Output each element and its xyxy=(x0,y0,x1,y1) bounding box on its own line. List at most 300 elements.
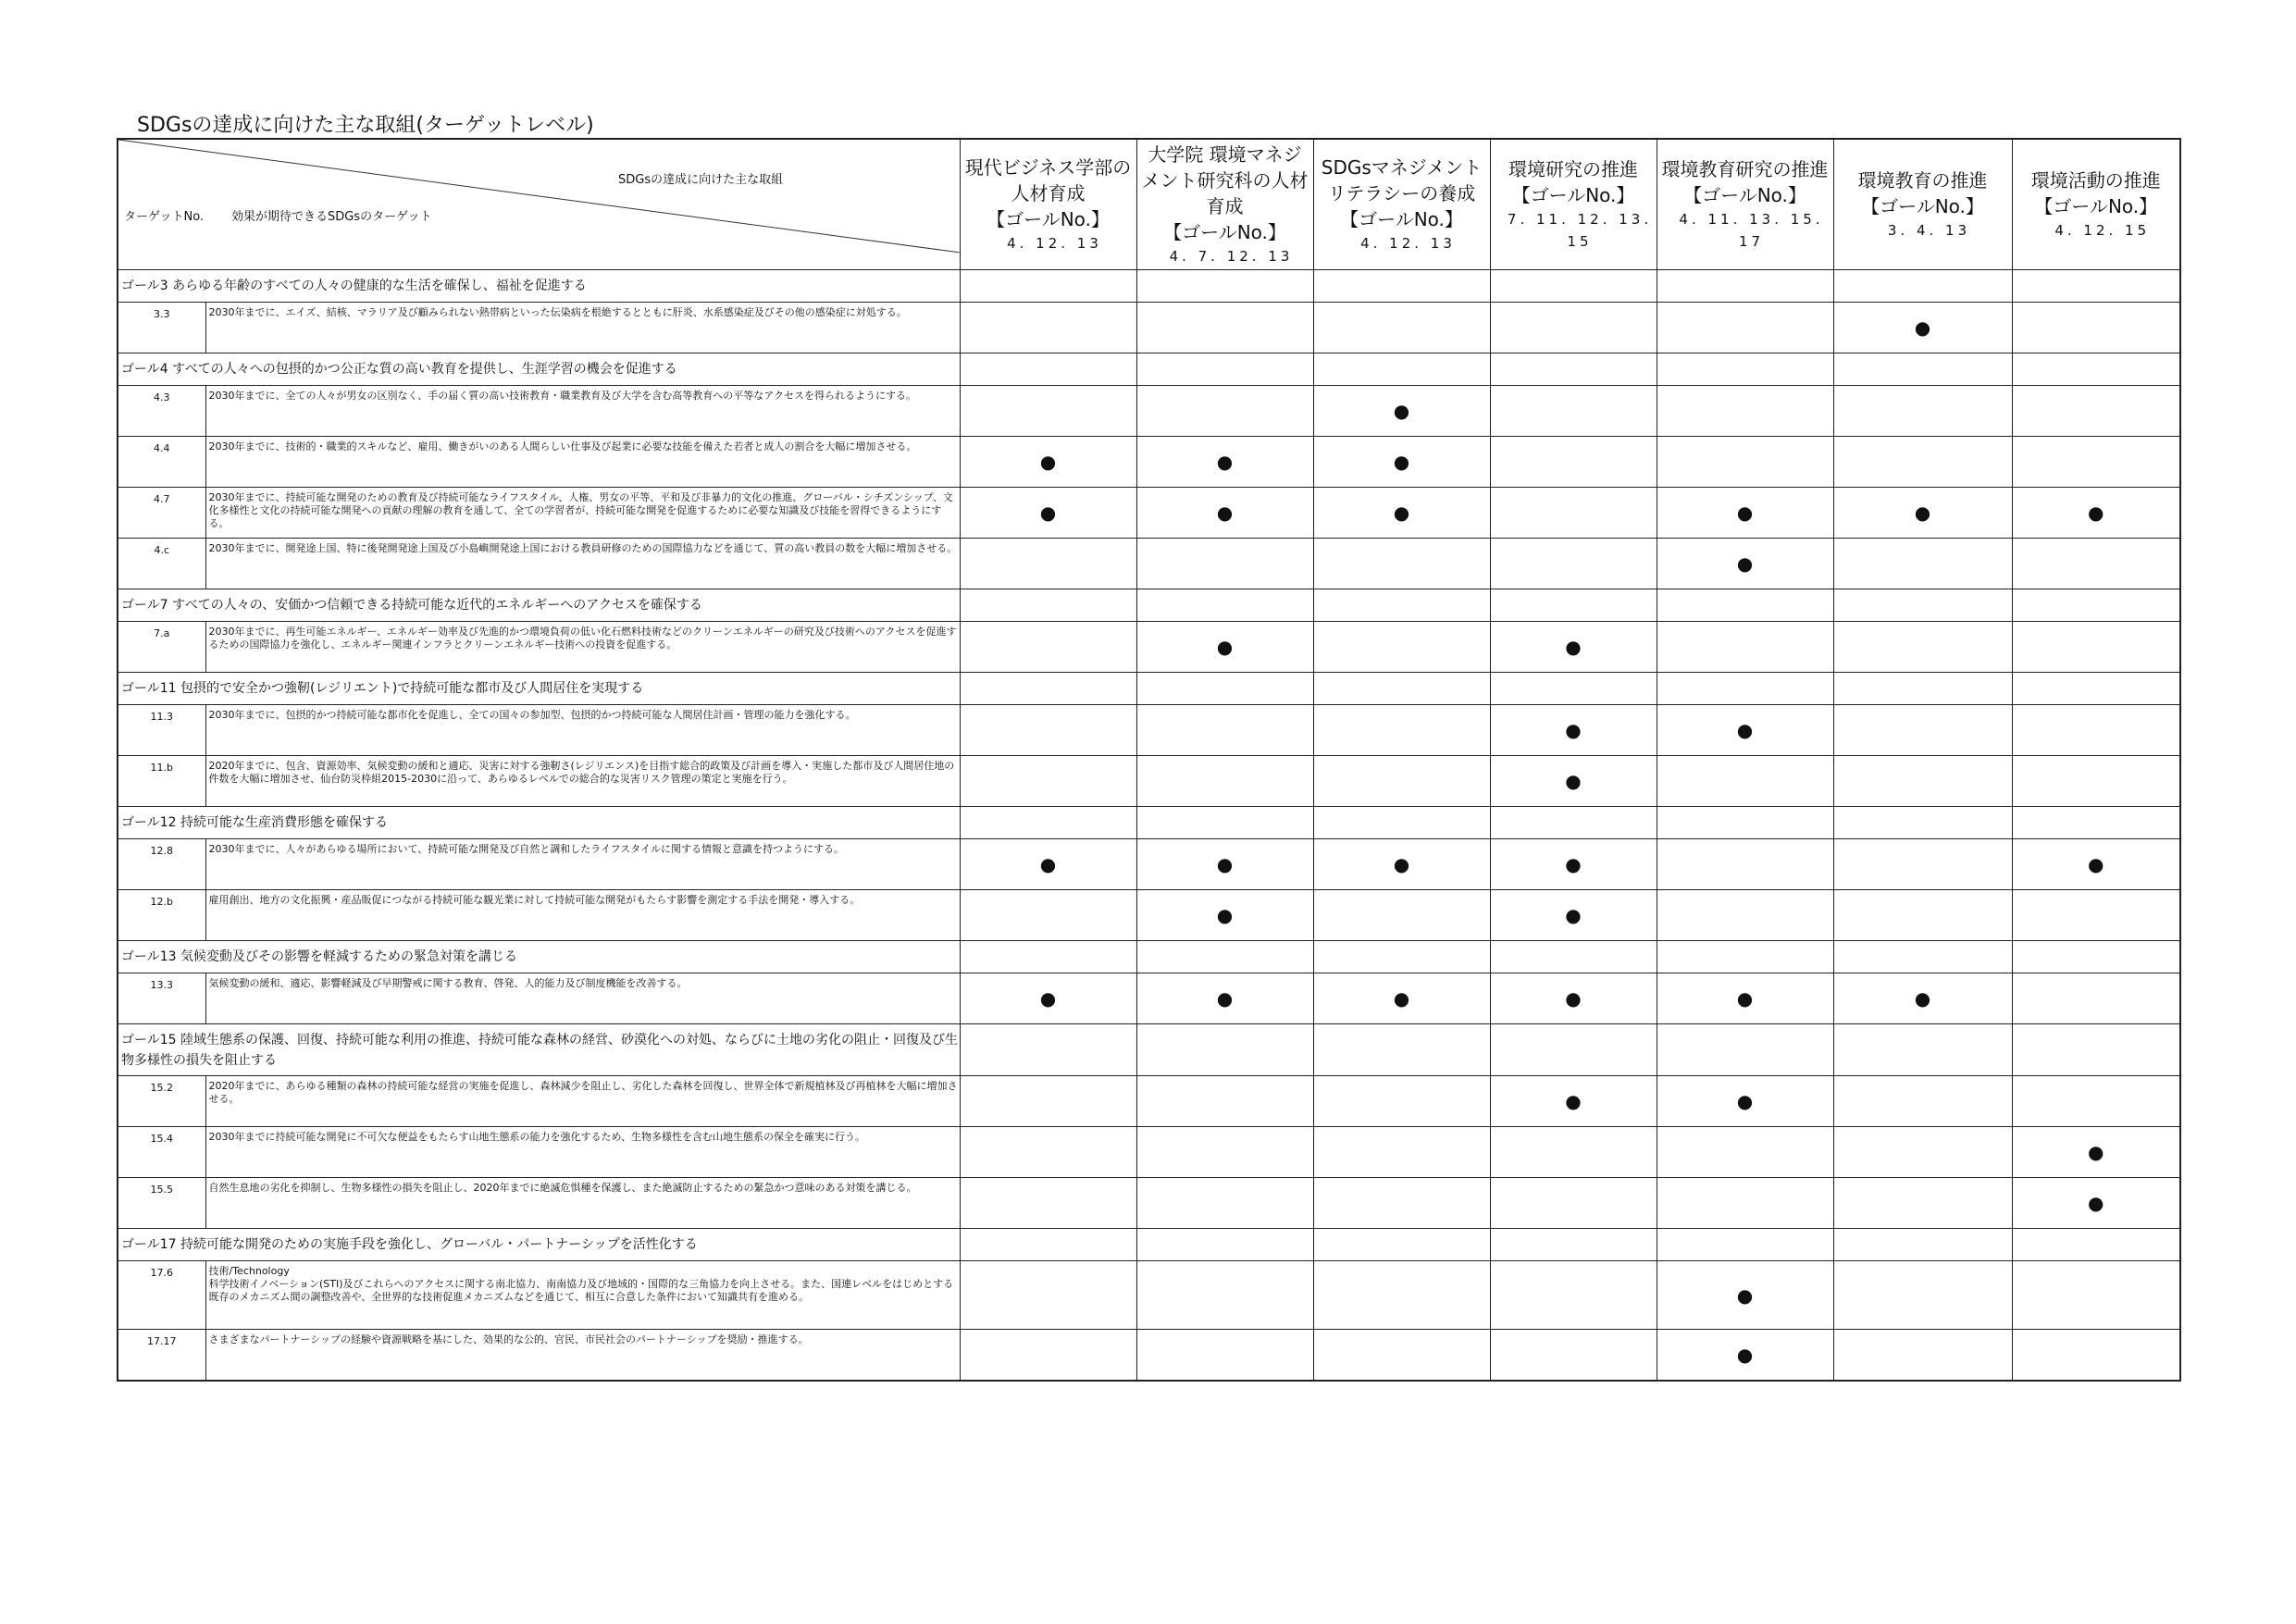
mark-cell-filled xyxy=(2012,1178,2180,1229)
goal-row-empty-cell xyxy=(1313,673,1490,705)
mark-cell-empty xyxy=(1833,1076,2012,1127)
mark-cell-filled xyxy=(1313,386,1490,437)
mark-cell-empty xyxy=(960,303,1136,353)
column-goal-label: 【ゴールNo.】 xyxy=(2034,195,2158,217)
bullet-mark-icon: ● xyxy=(1565,719,1582,741)
bullet-mark-icon: ● xyxy=(1216,904,1234,926)
mark-cell-empty xyxy=(1657,622,1833,673)
mark-cell-filled xyxy=(1136,890,1313,941)
mark-cell-empty xyxy=(1833,1127,2012,1178)
goal-row-empty-cell xyxy=(1313,270,1490,303)
target-number: 17.6 xyxy=(118,1261,205,1330)
bullet-mark-icon: ● xyxy=(1565,904,1582,926)
column-goal-numbers: 4. 7. 12. 13 xyxy=(1169,248,1294,265)
mark-cell-empty xyxy=(1657,303,1833,353)
goal-row-empty-cell xyxy=(1313,589,1490,622)
column-goal-numbers: 7. 11. 12. 13. 15 xyxy=(1507,211,1653,250)
mark-cell-empty xyxy=(1490,437,1657,488)
mark-cell-empty xyxy=(1313,539,1490,589)
mark-cell-empty xyxy=(1657,386,1833,437)
mark-cell-empty xyxy=(2012,973,2180,1024)
mark-cell-empty xyxy=(2012,539,2180,589)
goal-row-empty-cell xyxy=(1136,941,1313,973)
goal-row-empty-cell xyxy=(2012,1024,2180,1076)
mark-cell-filled xyxy=(1313,488,1490,539)
column-goal-numbers: 4. 12. 15 xyxy=(2054,222,2151,239)
mark-cell-empty xyxy=(1833,756,2012,807)
column-goal-label: 【ゴールNo.】 xyxy=(1861,195,1984,217)
mark-cell-empty xyxy=(1136,1076,1313,1127)
diagonal-line xyxy=(118,140,961,253)
mark-cell-empty xyxy=(1136,1178,1313,1229)
mark-cell-filled xyxy=(1313,437,1490,488)
target-description: 自然生息地の劣化を抑制し、生物多様性の損失を阻止し、2020年までに絶滅危惧種を保護し、また絶滅防止するための緊急かつ意味のある対策を講じる。 xyxy=(205,1178,960,1229)
mark-cell-empty xyxy=(1136,705,1313,756)
bullet-mark-icon: ● xyxy=(1393,451,1410,473)
column-goal-numbers: 3. 4. 13 xyxy=(1887,222,1971,239)
mark-cell-empty xyxy=(960,890,1136,941)
mark-cell-empty xyxy=(2012,1330,2180,1381)
goal-row-empty-cell xyxy=(1833,1024,2012,1076)
mark-cell-filled xyxy=(1657,539,1833,589)
mark-cell-empty xyxy=(960,1330,1136,1381)
bullet-mark-icon: ● xyxy=(2088,502,2104,524)
goal-title: ゴール15 陸域生態系の保護、回復、持続可能な利用の推進、持続可能な森林の経営、砂漠化への対処、ならびに土地の劣化の阻止・回復及び生物多様性の損失を阻止する xyxy=(118,1024,960,1076)
goal-row-empty-cell xyxy=(1313,807,1490,839)
bullet-mark-icon: ● xyxy=(1039,502,1057,524)
target-description: 2020年までに、包含、資源効率、気候変動の緩和と適応、災害に対する強靭さ(レジリエンス)を目指す総合的政策及び計画を導入・実施した都市及び人間居住地の件数を大幅に増加させ、仙台防災枠組2015-2030に沿って、あらゆるレベルでの総合的な災害リスク管理の策定と実施を行う。 xyxy=(205,756,960,807)
mark-cell-filled xyxy=(1490,756,1657,807)
mark-cell-filled xyxy=(2012,1127,2180,1178)
target-row xyxy=(118,303,2180,353)
target-row xyxy=(118,539,2180,589)
column-header xyxy=(1313,139,1490,270)
column-name: SDGsマネジメントリテラシーの養成 xyxy=(1321,156,1483,205)
goal-row xyxy=(118,589,2180,622)
mark-cell-empty xyxy=(960,386,1136,437)
goal-title: ゴール7 すべての人々の、安価かつ信頼できる持続可能な近代的エネルギーへのアクセスを確保する xyxy=(118,589,960,622)
bullet-mark-icon: ● xyxy=(1216,987,1234,1010)
mark-cell-empty xyxy=(1490,1261,1657,1330)
mark-cell-empty xyxy=(960,1178,1136,1229)
mark-cell-empty xyxy=(1833,1178,2012,1229)
mark-cell-filled xyxy=(1657,1261,1833,1330)
goal-row xyxy=(118,353,2180,386)
mark-cell-filled xyxy=(1490,973,1657,1024)
goal-row-empty-cell xyxy=(1833,353,2012,386)
bullet-mark-icon: ● xyxy=(1039,853,1057,875)
bullet-mark-icon: ● xyxy=(2088,1192,2104,1214)
target-row xyxy=(118,1330,2180,1381)
target-number: 15.4 xyxy=(118,1127,205,1178)
mark-cell-filled xyxy=(1313,973,1490,1024)
goal-row-empty-cell xyxy=(960,1229,1136,1261)
goal-row-empty-cell xyxy=(1490,589,1657,622)
goal-row-empty-cell xyxy=(1833,589,2012,622)
mark-cell-empty xyxy=(1313,705,1490,756)
bullet-mark-icon: ● xyxy=(1039,987,1057,1010)
bullet-mark-icon: ● xyxy=(1914,316,1931,339)
target-number: 15.2 xyxy=(118,1076,205,1127)
bullet-mark-icon: ● xyxy=(1914,987,1931,1010)
mark-cell-empty xyxy=(960,1076,1136,1127)
mark-cell-empty xyxy=(2012,1076,2180,1127)
bullet-mark-icon: ● xyxy=(1216,853,1234,875)
target-description: 2030年までに、技術的・職業的スキルなど、雇用、働きがいのある人間らしい仕事及び起業に必要な技能を備えた若者と成人の割合を大幅に増加させる。 xyxy=(205,437,960,488)
mark-cell-empty xyxy=(1313,1330,1490,1381)
goal-row-empty-cell xyxy=(2012,270,2180,303)
target-row xyxy=(118,1127,2180,1178)
mark-cell-filled xyxy=(1657,973,1833,1024)
mark-cell-empty xyxy=(1136,1261,1313,1330)
goal-row xyxy=(118,807,2180,839)
goal-row-empty-cell xyxy=(960,941,1136,973)
target-description: 技術/Technology 科学技術イノベーション(STI)及びこれらへのアクセスに関する南北協力、南南協力及び地域的・国際的な三角協力を向上させる。また、国連レベルをはじめとする既存のメカニズム間の調整改善や、全世界的な技術促進メカニズムなどを通じて、相互に合意した条件において知識共有を進める。 xyxy=(205,1261,960,1330)
mark-cell-filled xyxy=(1136,488,1313,539)
goal-row xyxy=(118,673,2180,705)
mark-cell-filled xyxy=(1490,622,1657,673)
mark-cell-empty xyxy=(1490,539,1657,589)
mark-cell-empty xyxy=(1833,1261,2012,1330)
goal-row-empty-cell xyxy=(2012,807,2180,839)
goal-row-empty-cell xyxy=(2012,353,2180,386)
target-row xyxy=(118,1178,2180,1229)
column-name: 環境教育の推進 xyxy=(1857,169,1988,192)
mark-cell-empty xyxy=(1833,622,2012,673)
mark-cell-filled xyxy=(960,973,1136,1024)
mark-cell-empty xyxy=(1657,1178,1833,1229)
mark-cell-empty xyxy=(1490,1330,1657,1381)
target-number: 4.4 xyxy=(118,437,205,488)
goal-row-empty-cell xyxy=(1313,1024,1490,1076)
sdg-table xyxy=(117,138,2181,1382)
mark-cell-filled xyxy=(1833,303,2012,353)
mark-cell-filled xyxy=(2012,488,2180,539)
goal-row-empty-cell xyxy=(960,1024,1136,1076)
goal-row-empty-cell xyxy=(1136,673,1313,705)
mark-cell-empty xyxy=(1313,890,1490,941)
mark-cell-filled xyxy=(960,839,1136,890)
column-header xyxy=(1833,139,2012,270)
goal-row-empty-cell xyxy=(1136,589,1313,622)
mark-cell-filled xyxy=(1657,1076,1833,1127)
bullet-mark-icon: ● xyxy=(1736,1283,1754,1307)
bullet-mark-icon: ● xyxy=(1736,552,1754,575)
mark-cell-filled xyxy=(1657,488,1833,539)
target-row xyxy=(118,890,2180,941)
target-row xyxy=(118,1261,2180,1330)
mark-cell-filled xyxy=(1136,839,1313,890)
column-name: 環境活動の推進 xyxy=(2030,169,2161,192)
target-number: 4.3 xyxy=(118,386,205,437)
goal-row-empty-cell xyxy=(1490,1024,1657,1076)
mark-cell-empty xyxy=(1490,1178,1657,1229)
goal-row-empty-cell xyxy=(1833,270,2012,303)
target-number: 11.3 xyxy=(118,705,205,756)
column-header xyxy=(1657,139,1833,270)
mark-cell-empty xyxy=(1136,1127,1313,1178)
goal-row-empty-cell xyxy=(1136,353,1313,386)
goal-row-empty-cell xyxy=(960,673,1136,705)
mark-cell-empty xyxy=(1313,303,1490,353)
goal-title: ゴール3 あらゆる年齢のすべての人々の健康的な生活を確保し、福祉を促進する xyxy=(118,270,960,303)
goal-row-empty-cell xyxy=(1490,941,1657,973)
mark-cell-empty xyxy=(1313,1076,1490,1127)
bullet-mark-icon: ● xyxy=(1216,451,1234,473)
target-description: さまざまなパートナーシップの経験や資源戦略を基にした、効果的な公的、官民、市民社会のパートナーシップを奨励・推進する。 xyxy=(205,1330,960,1381)
mark-cell-empty xyxy=(1833,839,2012,890)
column-goal-label: 【ゴールNo.】 xyxy=(1340,208,1463,230)
column-header xyxy=(960,139,1136,270)
goal-row-empty-cell xyxy=(2012,1229,2180,1261)
mark-cell-empty xyxy=(2012,756,2180,807)
goal-row-empty-cell xyxy=(1490,270,1657,303)
goal-row-empty-cell xyxy=(960,270,1136,303)
goal-row-empty-cell xyxy=(1833,941,2012,973)
mark-cell-filled xyxy=(960,488,1136,539)
mark-cell-empty xyxy=(1657,756,1833,807)
goal-row-empty-cell xyxy=(1833,807,2012,839)
header-main-label: SDGsの達成に向けた主な取組 xyxy=(618,173,784,187)
mark-cell-filled xyxy=(2012,839,2180,890)
mark-cell-empty xyxy=(1136,386,1313,437)
column-name: 環境教育研究の推進 xyxy=(1661,158,1829,180)
target-number: 12.8 xyxy=(118,839,205,890)
mark-cell-empty xyxy=(1490,303,1657,353)
mark-cell-empty xyxy=(1136,539,1313,589)
target-row xyxy=(118,622,2180,673)
mark-cell-empty xyxy=(1833,386,2012,437)
goal-row-empty-cell xyxy=(2012,941,2180,973)
bullet-mark-icon: ● xyxy=(1565,636,1582,658)
goal-row-empty-cell xyxy=(1657,270,1833,303)
goal-row-empty-cell xyxy=(960,589,1136,622)
goal-row-empty-cell xyxy=(1833,1229,2012,1261)
target-description: 2030年までに、持続可能な開発のための教育及び持続可能なライフスタイル、人権、男女の平等、平和及び非暴力的文化の推進、グローバル・シチズンシップ、文化多様性と文化の持続可能な開発への貢献の理解の教育を通して、全ての学習者が、持続可能な開発を促進するために必要な知識及び技能を習得できるようにする。 xyxy=(205,488,960,539)
target-description: 2030年までに持続可能な開発に不可欠な便益をもたらす山地生態系の能力を強化するため、生物多様性を含む山地生態系の保全を確実に行う。 xyxy=(205,1127,960,1178)
mark-cell-empty xyxy=(1490,1127,1657,1178)
bullet-mark-icon: ● xyxy=(1565,987,1582,1010)
goal-row-empty-cell xyxy=(1657,589,1833,622)
target-description: 気候変動の緩和、適応、影響軽減及び早期警戒に関する教育、啓発、人的能力及び制度機能を改善する。 xyxy=(205,973,960,1024)
bullet-mark-icon: ● xyxy=(1393,400,1410,422)
column-header xyxy=(1136,139,1313,270)
mark-cell-filled xyxy=(1833,488,2012,539)
bullet-mark-icon: ● xyxy=(1393,502,1410,524)
mark-cell-empty xyxy=(2012,437,2180,488)
mark-cell-filled xyxy=(1313,839,1490,890)
goal-row-empty-cell xyxy=(960,807,1136,839)
bullet-mark-icon: ● xyxy=(1736,719,1754,741)
mark-cell-filled xyxy=(1136,622,1313,673)
mark-cell-empty xyxy=(1136,1330,1313,1381)
goal-row-empty-cell xyxy=(1657,807,1833,839)
column-goal-numbers: 4. 12. 13 xyxy=(1360,235,1456,252)
column-goal-label: 【ゴールNo.】 xyxy=(1683,184,1806,206)
mark-cell-filled xyxy=(1136,973,1313,1024)
mark-cell-empty xyxy=(2012,303,2180,353)
target-row xyxy=(118,705,2180,756)
target-number: 4.c xyxy=(118,539,205,589)
mark-cell-empty xyxy=(2012,1261,2180,1330)
mark-cell-empty xyxy=(960,622,1136,673)
goal-row-empty-cell xyxy=(1657,1229,1833,1261)
bullet-mark-icon: ● xyxy=(1736,1090,1754,1112)
goal-row-empty-cell xyxy=(1313,1229,1490,1261)
goal-title: ゴール11 包摂的で安全かつ強靭(レジリエント)で持続可能な都市及び人間居住を実現する xyxy=(118,673,960,705)
target-row xyxy=(118,386,2180,437)
mark-cell-empty xyxy=(960,1261,1136,1330)
target-description: 2030年までに、人々があらゆる場所において、持続可能な開発及び自然と調和したライフスタイルに関する情報と意識を持つようにする。 xyxy=(205,839,960,890)
mark-cell-filled xyxy=(1490,890,1657,941)
goal-row-empty-cell xyxy=(1490,807,1657,839)
mark-cell-empty xyxy=(1833,890,2012,941)
header-target-label: 効果が期待できるSDGsのターゲット xyxy=(231,210,432,224)
mark-cell-filled xyxy=(1490,705,1657,756)
target-number: 12.b xyxy=(118,890,205,941)
mark-cell-filled xyxy=(1833,973,2012,1024)
bullet-mark-icon: ● xyxy=(1736,502,1754,524)
mark-cell-empty xyxy=(1490,386,1657,437)
bullet-mark-icon: ● xyxy=(1736,1343,1754,1366)
mark-cell-filled xyxy=(1657,1330,1833,1381)
goal-row xyxy=(118,1229,2180,1261)
column-goal-label: 【ゴールNo.】 xyxy=(1163,221,1286,243)
target-description: 2030年までに、開発途上国、特に後発開発途上国及び小島嶼開発途上国における教員研修のための国際協力などを通じて、質の高い教員の数を大幅に増加させる。 xyxy=(205,539,960,589)
mark-cell-empty xyxy=(1313,1261,1490,1330)
target-number: 4.7 xyxy=(118,488,205,539)
target-row xyxy=(118,437,2180,488)
bullet-mark-icon: ● xyxy=(2088,853,2104,875)
target-number: 11.b xyxy=(118,756,205,807)
target-row xyxy=(118,839,2180,890)
target-description: 雇用創出、地方の文化振興・産品販促につながる持続可能な観光業に対して持続可能な開発がもたらす影響を測定する手法を開発・導入する。 xyxy=(205,890,960,941)
bullet-mark-icon: ● xyxy=(1216,502,1234,524)
goal-row xyxy=(118,270,2180,303)
header-diagonal-cell xyxy=(118,139,960,270)
column-name: 環境研究の推進 xyxy=(1508,158,1638,180)
mark-cell-empty xyxy=(1136,303,1313,353)
target-description: 2030年までに、再生可能エネルギー、エネルギー効率及び先進的かつ環境負荷の低い化石燃料技術などのクリーンエネルギーの研究及び技術へのアクセスを促進するための国際協力を強化し、エネルギー関連インフラとクリーンエネルギー技術への投資を促進する。 xyxy=(205,622,960,673)
target-number: 7.a xyxy=(118,622,205,673)
goal-row-empty-cell xyxy=(1490,673,1657,705)
goal-row-empty-cell xyxy=(1313,941,1490,973)
goal-row-empty-cell xyxy=(1657,673,1833,705)
mark-cell-filled xyxy=(1657,705,1833,756)
mark-cell-empty xyxy=(1833,539,2012,589)
goal-row-empty-cell xyxy=(960,353,1136,386)
column-header xyxy=(2012,139,2180,270)
bullet-mark-icon: ● xyxy=(1914,502,1931,524)
target-number: 17.17 xyxy=(118,1330,205,1381)
bullet-mark-icon: ● xyxy=(1216,636,1234,658)
header-target-no-label: ターゲットNo. xyxy=(124,210,205,224)
mark-cell-filled xyxy=(1136,437,1313,488)
mark-cell-empty xyxy=(2012,890,2180,941)
mark-cell-empty xyxy=(1490,488,1657,539)
mark-cell-empty xyxy=(1136,756,1313,807)
mark-cell-empty xyxy=(2012,622,2180,673)
mark-cell-empty xyxy=(1833,1330,2012,1381)
goal-row-empty-cell xyxy=(1136,1024,1313,1076)
mark-cell-empty xyxy=(960,756,1136,807)
mark-cell-filled xyxy=(1490,839,1657,890)
goal-row-empty-cell xyxy=(1313,353,1490,386)
goal-title: ゴール13 気候変動及びその影響を軽減するための緊急対策を講じる xyxy=(118,941,960,973)
bullet-mark-icon: ● xyxy=(1565,1090,1582,1112)
mark-cell-empty xyxy=(1313,1178,1490,1229)
goal-title: ゴール4 すべての人々への包摂的かつ公正な質の高い教育を提供し、生涯学習の機会を促進する xyxy=(118,353,960,386)
mark-cell-empty xyxy=(1833,437,2012,488)
mark-cell-empty xyxy=(2012,705,2180,756)
target-description: 2030年までに、全ての人々が男女の区別なく、手の届く質の高い技術教育・職業教育及び大学を含む高等教育への平等なアクセスを得られるようにする。 xyxy=(205,386,960,437)
mark-cell-empty xyxy=(1657,890,1833,941)
mark-cell-filled xyxy=(1490,1076,1657,1127)
goal-row-empty-cell xyxy=(2012,589,2180,622)
column-goal-numbers: 4. 11. 13. 15. 17 xyxy=(1679,211,1824,250)
mark-cell-empty xyxy=(960,539,1136,589)
mark-cell-empty xyxy=(1657,1127,1833,1178)
mark-cell-empty xyxy=(960,1127,1136,1178)
bullet-mark-icon: ● xyxy=(1736,987,1754,1010)
target-number: 13.3 xyxy=(118,973,205,1024)
goal-row-empty-cell xyxy=(1657,941,1833,973)
column-goal-label: 【ゴールNo.】 xyxy=(987,208,1110,230)
column-header xyxy=(1490,139,1657,270)
goal-row-empty-cell xyxy=(1490,1229,1657,1261)
mark-cell-empty xyxy=(1313,756,1490,807)
target-row xyxy=(118,756,2180,807)
target-row xyxy=(118,488,2180,539)
goal-row xyxy=(118,1024,2180,1076)
target-row xyxy=(118,1076,2180,1127)
header-row xyxy=(118,139,2180,270)
mark-cell-empty xyxy=(1657,437,1833,488)
goal-title: ゴール17 持続可能な開発のための実施手段を強化し、グローバル・パートナーシップを活性化する xyxy=(118,1229,960,1261)
bullet-mark-icon: ● xyxy=(1039,451,1057,473)
mark-cell-empty xyxy=(2012,386,2180,437)
column-name: 現代ビジネス学部の人材育成 xyxy=(964,156,1132,205)
mark-cell-empty xyxy=(1313,622,1490,673)
bullet-mark-icon: ● xyxy=(1565,770,1582,792)
goal-row-empty-cell xyxy=(1833,673,2012,705)
column-goal-label: 【ゴールNo.】 xyxy=(1511,184,1635,206)
mark-cell-empty xyxy=(960,705,1136,756)
mark-cell-empty xyxy=(1833,705,2012,756)
target-description: 2030年までに、包摂的かつ持続可能な都市化を促進し、全ての国々の参加型、包摂的かつ持続可能な人間居住計画・管理の能力を強化する。 xyxy=(205,705,960,756)
goal-row xyxy=(118,941,2180,973)
goal-row-empty-cell xyxy=(1490,353,1657,386)
target-description: 2020年までに、あらゆる種類の森林の持続可能な経営の実施を促進し、森林減少を阻止し、劣化した森林を回復し、世界全体で新規植林及び再植林を大幅に増加させる。 xyxy=(205,1076,960,1127)
goal-row-empty-cell xyxy=(1136,1229,1313,1261)
target-description: 2030年までに、エイズ、結核、マラリア及び顧みられない熱帯病といった伝染病を根絶するとともに肝炎、水系感染症及びその他の感染症に対処する。 xyxy=(205,303,960,353)
goal-row-empty-cell xyxy=(1136,807,1313,839)
bullet-mark-icon: ● xyxy=(1393,987,1410,1010)
target-number: 3.3 xyxy=(118,303,205,353)
goal-title: ゴール12 持続可能な生産消費形態を確保する xyxy=(118,807,960,839)
bullet-mark-icon: ● xyxy=(1393,853,1410,875)
goal-row-empty-cell xyxy=(2012,673,2180,705)
page-title: SDGsの達成に向けた主な取組(ターゲットレベル) xyxy=(137,114,594,137)
column-name: 大学院 環境マネジメント研究科の人材育成 xyxy=(1141,143,1309,217)
mark-cell-filled xyxy=(960,437,1136,488)
target-number: 15.5 xyxy=(118,1178,205,1229)
bullet-mark-icon: ● xyxy=(2088,1141,2104,1163)
goal-row-empty-cell xyxy=(1657,1024,1833,1076)
mark-cell-empty xyxy=(1313,1127,1490,1178)
target-row xyxy=(118,973,2180,1024)
column-goal-numbers: 4. 12. 13 xyxy=(1007,235,1102,252)
